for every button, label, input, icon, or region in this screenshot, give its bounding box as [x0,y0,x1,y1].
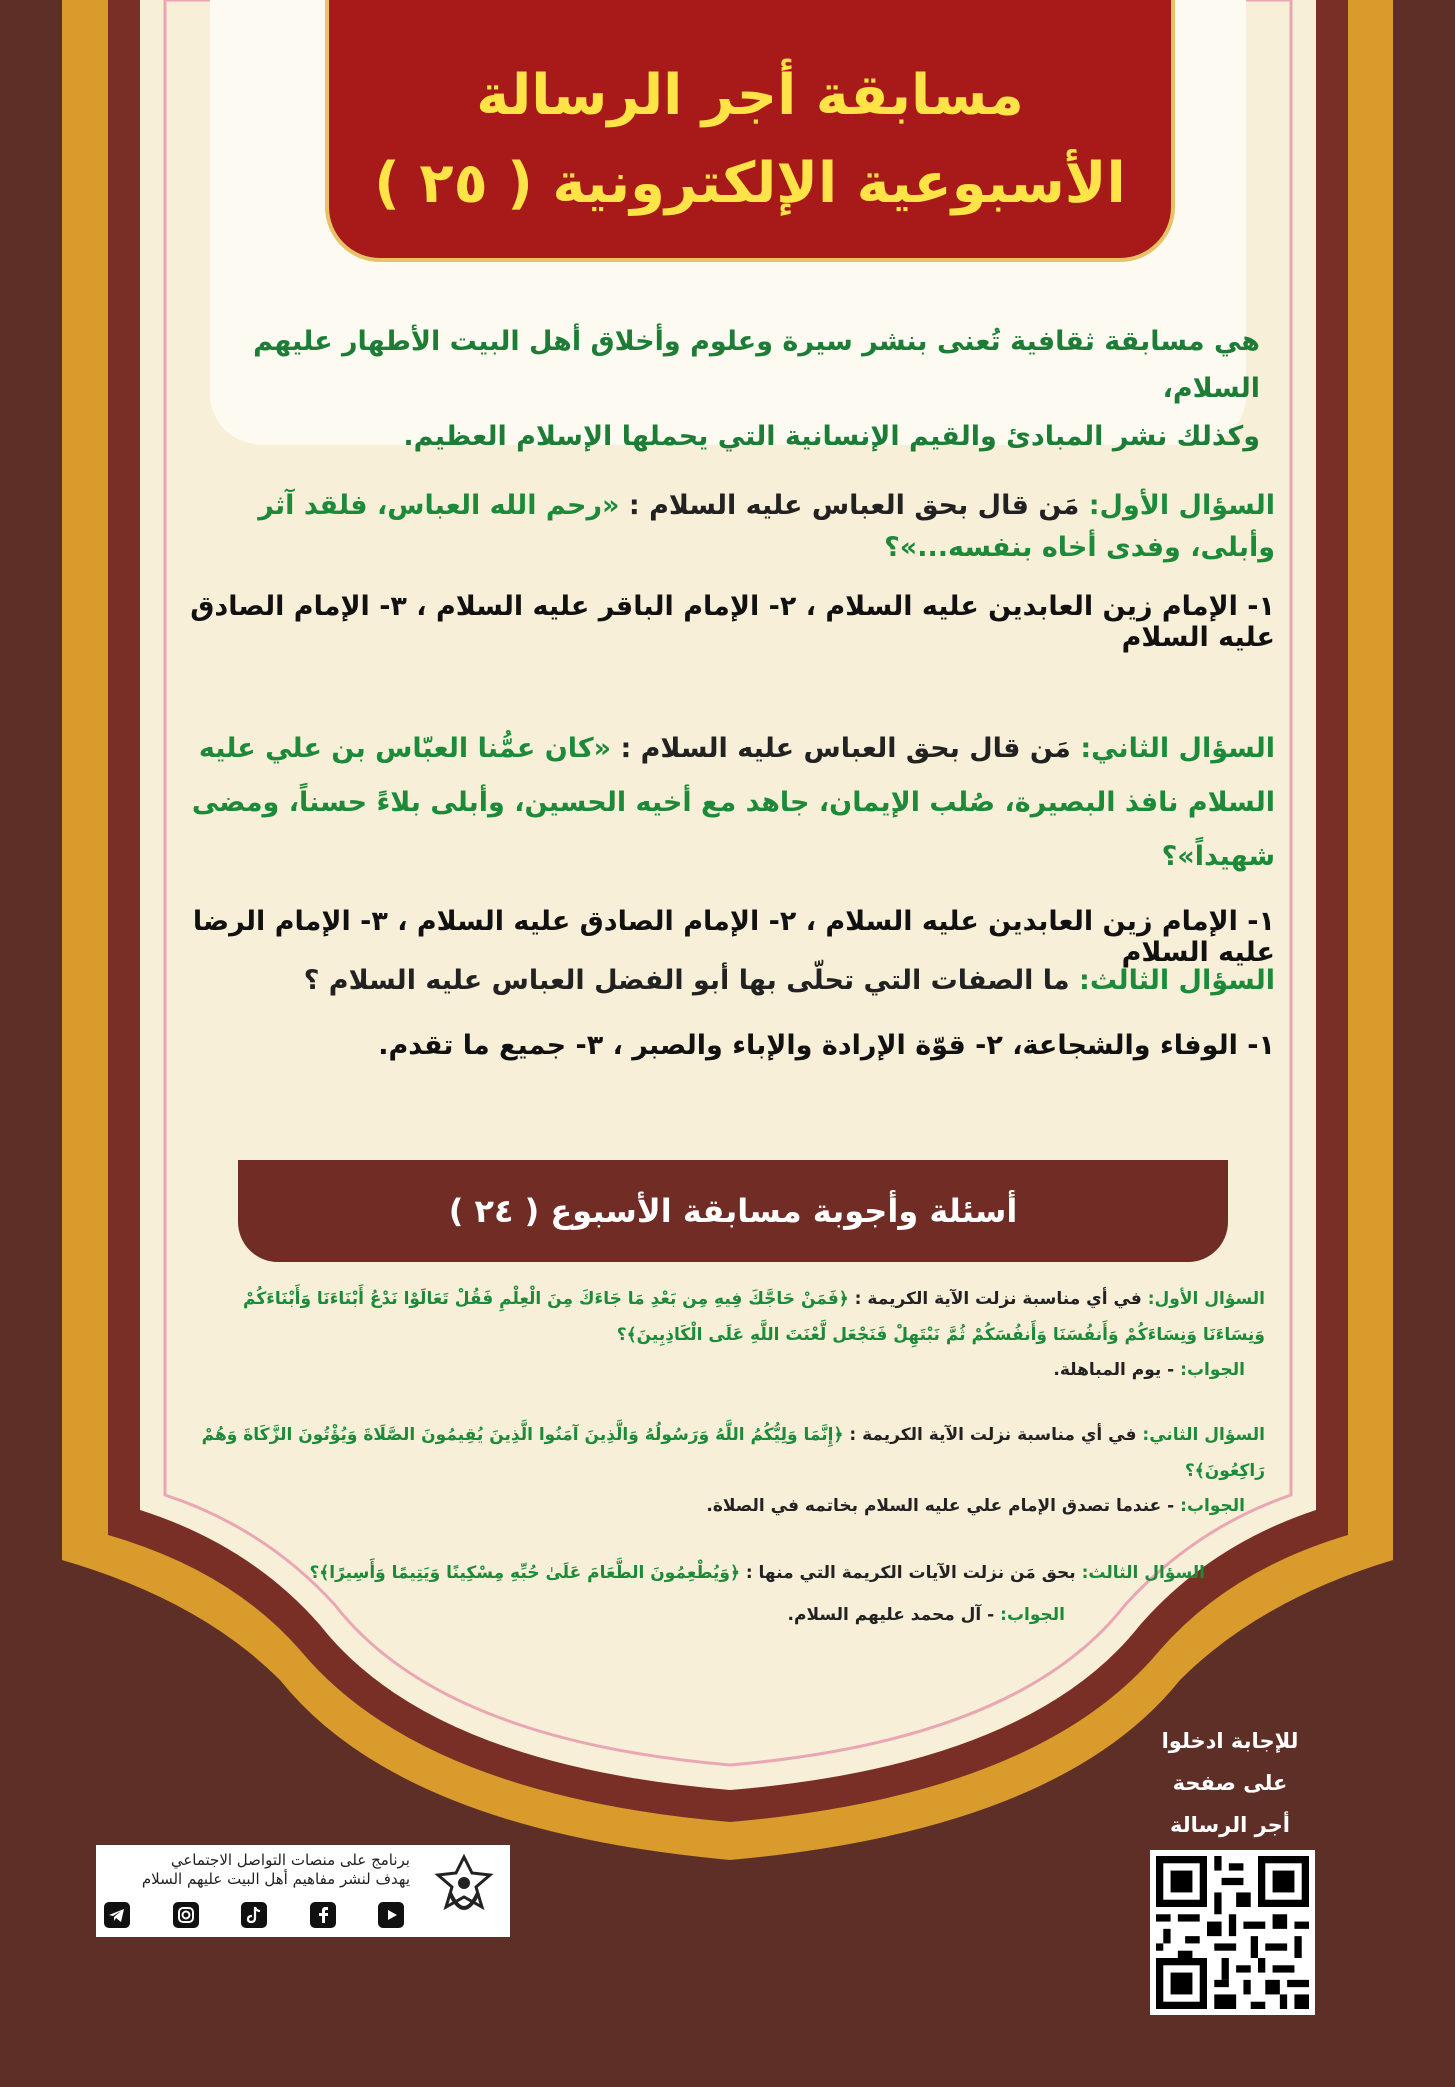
answer-2-answer: - عندما تصدق الإمام علي عليه السلام بخاتمه في الصلاة. [706,1496,1175,1517]
answer-3-question [305,1556,1205,1592]
answer-1-question [185,1282,1265,1353]
qr-code[interactable] [1150,1850,1315,2015]
answers-banner: أسئلة وأجوبة مسابقة الأسبوع ( ٢٤ ) [238,1160,1228,1262]
question-2-quote: «كان عمُّنا العبّاس بن علي عليه السلام نافذ البصيرة، صُلب الإيمان، جاهد مع أخيه الحسين، وأبلى بلاءً حسناً، ومضى شهيداً»؟ [191,733,1275,872]
question-2-text [165,722,1275,884]
question-1-text [165,485,1275,569]
question-1-body: مَن قال بحق العباس عليه السلام : [628,490,1080,521]
answer-3-quote: ﴿وَيُطْعِمُونَ الطَّعَامَ عَلَىٰ حُبِّهِ مِسْكِينًا وَيَتِيمًا وَأَسِيرًا﴾؟ [309,1563,740,1583]
answer-1-answer: - يوم المباهلة. [1053,1360,1175,1381]
answer-3-response [305,1598,1205,1634]
answer-2-question [185,1418,1265,1489]
tiktok-icon[interactable] [241,1902,267,1928]
intro-line-2: وكذلك نشر المبادئ والقيم الإنسانية التي يحملها الإسلام العظيم. [403,420,1260,452]
question-1 [165,485,1275,653]
question-3-options: ١- الوفاء والشجاعة، ٢- قوّة الإرادة والإباء والصبر ، ٣- جميع ما تقدم. [378,1029,1275,1061]
footer-line-2: يهدف لنشر مفاهيم أهل البيت عليهم السلام [141,1869,410,1888]
intro-text [210,318,1260,460]
answer-1-answer-label: الجواب: [1180,1360,1245,1381]
answer-1-response [185,1353,1265,1389]
answer-1 [185,1282,1265,1389]
answer-1-label: السؤال الأول: [1147,1289,1265,1309]
question-3-label: السؤال الثالث: [1079,965,1275,996]
answer-1-quote: ﴿فَمَنْ حَاجَّكَ فِيهِ مِن بَعْدِ مَا جَاءَكَ مِنَ الْعِلْمِ فَقُلْ تَعَالَوْا نَدْعُ أَبْنَاءَنَا وَأَبْنَاءَكُمْ وَنِسَاءَنَا وَنِسَاءَكُمْ وَأَنفُسَنَا وَأَنفُسَكُمْ ثُمَّ نَبْتَهِلْ فَنَجْعَل لَّعْنَتَ اللَّهِ عَلَى الْكَاذِبِينَ﴾؟ [243,1289,1265,1345]
cta-line-3: أجر الرسالة [1169,1813,1290,1837]
qr-code-icon [1156,1856,1309,2009]
question-1-options: ١- الإمام زين العابدين عليه السلام ، ٢- الإمام الباقر عليه السلام ، ٣- الإمام الصادق عليه السلام [190,590,1275,653]
answer-2-response [185,1489,1265,1525]
social-icons [104,1902,404,1928]
answer-2-quote: ﴿إِنَّمَا وَلِيُّكُمُ اللَّهُ وَرَسُولُهُ وَالَّذِينَ آمَنُوا الَّذِينَ يُقِيمُونَ الصَّلَاةَ وَيُؤْتُونَ الزَّكَاةَ وَهُمْ رَاكِعُونَ﴾؟ [201,1425,1265,1481]
question-3-text [165,960,1275,1002]
footer-card [96,1845,510,1937]
answer-2-body: في أي مناسبة نزلت الآية الكريمة : [849,1425,1137,1445]
question-2-options: ١- الإمام زين العابدين عليه السلام ، ٢- الإمام الصادق عليه السلام ، ٣- الإمام الرضا عليه السلام [192,906,1275,968]
answer-2-label: السؤال الثاني: [1142,1425,1265,1445]
footer-text [110,1851,410,1889]
call-to-action [1130,1720,1330,1846]
title-line-1: مسابقة أجر الرسالة [476,63,1024,128]
answer-3-answer-label: الجواب: [1000,1604,1065,1625]
facebook-icon[interactable] [310,1902,336,1928]
question-3 [165,960,1275,1061]
title-line-2: الأسبوعية الإلكترونية ( ٢٥ ) [374,151,1126,216]
question-2-label: السؤال الثاني: [1080,733,1275,764]
telegram-icon[interactable] [104,1902,130,1928]
question-2-body: مَن قال بحق العباس عليه السلام : [620,733,1071,764]
answer-3-body: بحق مَن نزلت الآيات الكريمة التي منها : [745,1563,1076,1583]
question-1-quote: «رحم الله العباس، فلقد آثر وأبلى، وفدى أخاه بنفسه...»؟ [258,490,1275,563]
question-3-body: ما الصفات التي تحلّى بها أبو الفضل العباس عليه السلام ؟ [303,965,1070,996]
title-banner [325,0,1175,262]
question-2 [165,722,1275,968]
cta-line-1: للإجابة ادخلوا [1161,1729,1299,1753]
answer-2 [185,1418,1265,1525]
intro-line-1: هي مسابقة ثقافية تُعنى بنشر سيرة وعلوم وأخلاق أهل البيت الأطهار عليهم السلام، [253,326,1260,405]
footer-line-1: برنامج على منصات التواصل الاجتماعي [170,1851,410,1869]
answer-3 [305,1556,1205,1633]
answer-3-label: السؤال الثالث: [1081,1563,1205,1583]
answer-3-answer: - آل محمد عليهم السلام. [787,1604,995,1625]
program-logo-icon [424,1853,504,1929]
answer-2-answer-label: الجواب: [1180,1496,1245,1517]
youtube-icon[interactable] [378,1902,404,1928]
question-1-label: السؤال الأول: [1088,490,1275,521]
cta-line-2: على صفحة [1172,1771,1288,1795]
answer-1-body: في أي مناسبة نزلت الآية الكريمة : [854,1289,1142,1309]
instagram-icon[interactable] [173,1902,199,1928]
